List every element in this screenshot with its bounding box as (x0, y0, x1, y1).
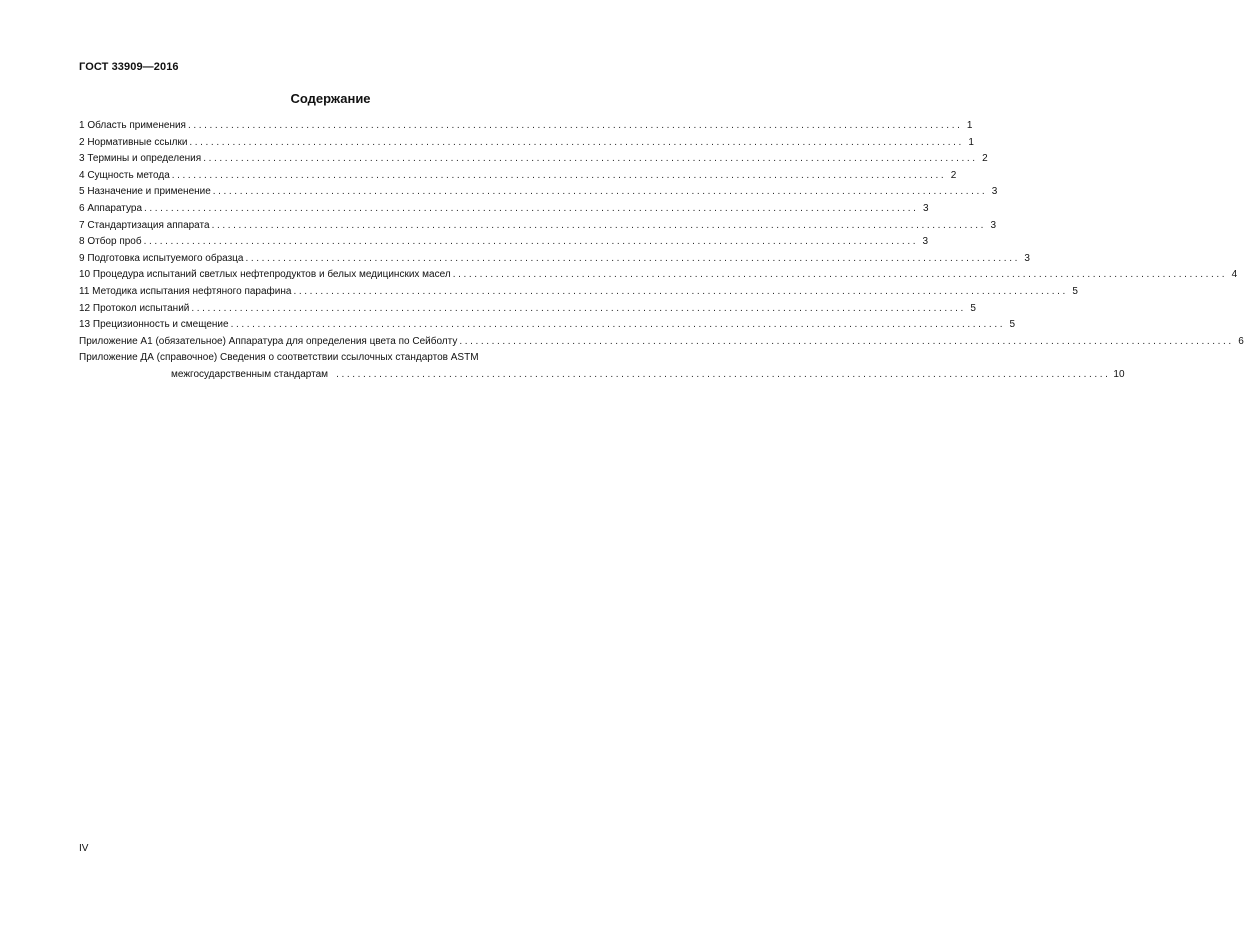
toc-entry-11[interactable] (79, 284, 1078, 301)
toc-entry-page: 1 (966, 120, 973, 131)
toc-entry-label: 8 Отбор проб (79, 236, 142, 248)
toc-leader-dots: ................................................................................................................................................ (452, 269, 1228, 281)
toc-leader-dots: ................................................................................................................................................ (203, 153, 978, 165)
toc-leader-dots: ................................................................................................................................................ (143, 236, 919, 248)
toc-entry-label: 9 Подготовка испытуемого образца (79, 252, 244, 264)
toc-title: Содержание (290, 91, 371, 106)
toc-entry-appendix-da[interactable] (79, 350, 615, 367)
toc-entry-page: 5 (1072, 285, 1078, 297)
toc-entry-page: 3 (991, 186, 998, 198)
toc-entry-label: 12 Протокол испытаний (79, 302, 190, 314)
toc-leader-dots: ................................................................................................................................................ (230, 319, 1006, 331)
toc-entry-label: 6 Аппаратура (79, 202, 143, 214)
toc-entry-page: 1 (968, 136, 974, 148)
toc-leader-dots: ................................................................................................................................................ (336, 368, 1111, 380)
toc-entry-page: 6 (1238, 335, 1244, 347)
toc-entry-page: 10 (1113, 368, 1125, 380)
toc-entry-4[interactable] (79, 168, 957, 185)
table-of-contents (79, 118, 1244, 384)
toc-entry-label: Приложение ДА (справочное) Сведения о соответствии ссылочных стандартов ASTM (79, 352, 479, 364)
toc-entry-label-continuation: межгосударственным стандартам (171, 368, 329, 380)
toc-entry-page: 3 (1024, 252, 1030, 264)
toc-entry-page: 5 (1009, 319, 1016, 331)
page-number: IV (79, 843, 89, 854)
toc-entry-label: Приложение А1 (обязательное) Аппаратура для определения цвета по Сейболту (79, 335, 458, 347)
toc-entry-8[interactable] (79, 234, 929, 251)
toc-entry-page: 2 (950, 169, 957, 181)
document-code-header: ГОСТ 33909—2016 (79, 61, 179, 73)
toc-entry-label: 10 Процедура испытаний светлых нефтепродуктов и белых медицинских масел (79, 269, 451, 281)
toc-entry-12[interactable] (79, 301, 976, 318)
toc-entry-7[interactable] (79, 218, 997, 235)
toc-leader-dots: ................................................................................................................................................ (144, 202, 919, 214)
toc-entry-label: 2 Нормативные ссылки (79, 136, 188, 148)
toc-entry-label: 7 Стандартизация аппарата (79, 219, 210, 231)
toc-entry-label: 3 Термины и определения (79, 153, 202, 165)
toc-entry-page: 5 (970, 302, 976, 314)
toc-leader-dots: ................................................................................................................................................ (171, 169, 947, 181)
toc-entry-2[interactable] (79, 135, 974, 152)
toc-entry-label: 5 Назначение и применение (79, 186, 211, 198)
toc-entry-3[interactable] (79, 151, 988, 168)
toc-entry-appendix-da-continuation[interactable] (79, 367, 1125, 384)
toc-entry-label: 1 Область применения (79, 120, 186, 131)
toc-entry-page: 3 (922, 236, 929, 248)
toc-entry-page: 3 (922, 202, 929, 214)
toc-entry-appendix-a1[interactable] (79, 334, 1244, 351)
toc-leader-dots: ................................................................................................................................................ (191, 302, 966, 314)
toc-entry-13[interactable] (79, 317, 1016, 334)
toc-entry-1[interactable] (79, 118, 973, 135)
toc-entry-label: 11 Методика испытания нефтяного парафина (79, 285, 292, 297)
toc-entry-10[interactable] (79, 267, 1238, 284)
toc-entry-page: 3 (990, 219, 997, 231)
toc-leader-dots: ................................................................................................................................................ (459, 335, 1234, 347)
toc-entry-label: 4 Сущность метода (79, 169, 170, 181)
toc-leader-dots: ................................................................................................................................................ (212, 186, 988, 198)
toc-entry-9[interactable] (79, 251, 1030, 268)
toc-leader-dots: ................................................................................................................................................ (189, 136, 964, 148)
toc-entry-page: 4 (1231, 269, 1238, 281)
toc-entry-5[interactable] (79, 184, 998, 201)
toc-entry-6[interactable] (79, 201, 929, 218)
toc-leader-dots: ................................................................................................................................................ (245, 252, 1020, 264)
toc-leader-dots: ................................................................................................................................................ (187, 120, 963, 131)
toc-entry-label: 13 Прецизионность и смещение (79, 319, 229, 331)
toc-entry-page: 2 (982, 153, 988, 165)
toc-leader-dots: ................................................................................................................................................ (211, 219, 987, 231)
toc-leader-dots: ................................................................................................................................................ (293, 285, 1068, 297)
